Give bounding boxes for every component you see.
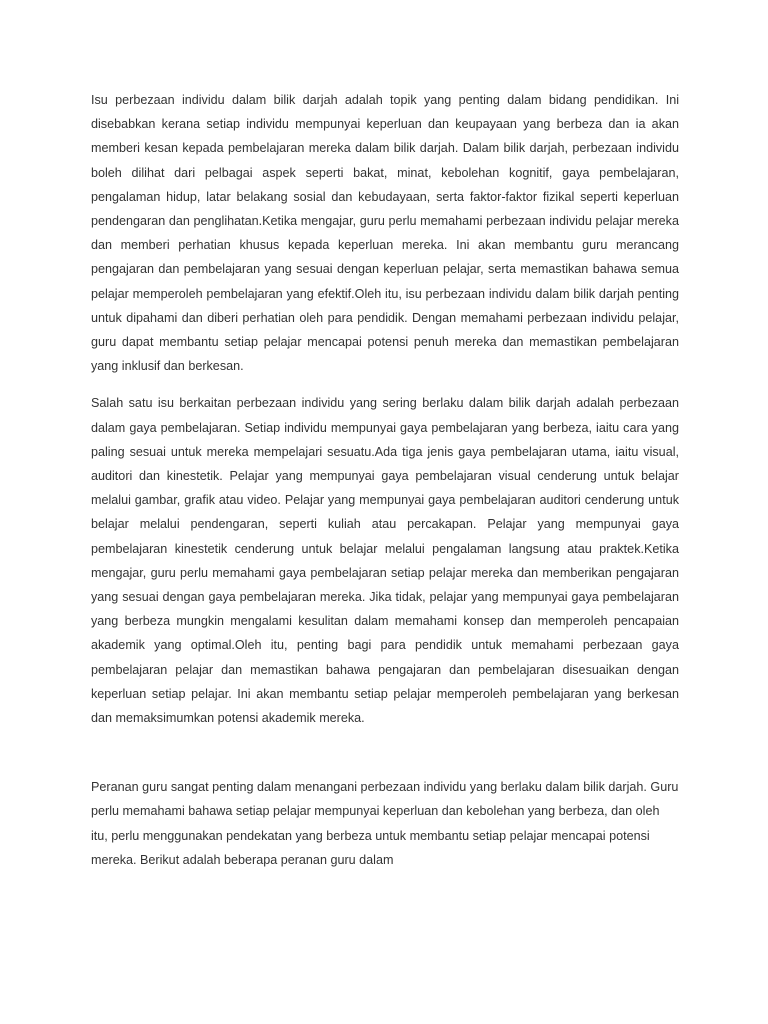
- document-body: [91, 88, 679, 872]
- paragraph-1: Isu perbezaan individu dalam bilik darjah adalah topik yang penting dalam bidang pendidikan. Ini disebabkan kerana setiap individu mempunyai keperluan dan keupayaan yang berbeza dan ia akan memberi kesan kepada pembelajaran mereka dalam bilik darjah. Dalam bilik darjah, perbezaan individu boleh dilihat dari pelbagai aspek seperti bakat, minat, kebolehan kognitif, gaya pembelajaran, pengalaman hidup, latar belakang sosial dan kebudayaan, serta faktor-faktor fizikal seperti keperluan pendengaran dan penglihatan.Ketika mengajar, guru perlu memahami perbezaan individu pelajar mereka dan memberi perhatian khusus kepada keperluan mereka. Ini akan membantu guru merancang pengajaran dan pembelajaran yang sesuai dengan keperluan pelajar, serta memastikan bahawa semua pelajar memperoleh pembelajaran yang efektif.Oleh itu, isu perbezaan individu dalam bilik darjah penting untuk dipahami dan diberi perhatian oleh para pendidik. Dengan memahami perbezaan individu pelajar, guru dapat membantu setiap pelajar mencapai potensi penuh mereka dan memastikan pembelajaran yang inklusif dan berkesan.: [91, 93, 679, 374]
- paragraph-3: Peranan guru sangat penting dalam menangani perbezaan individu yang berlaku dalam bilik darjah. Guru perlu memahami bahawa setiap pelajar mempunyai keperluan dan kebolehan yang berbeza, dan oleh itu, perlu menggunakan pendekatan yang berbeza untuk membantu setiap pelajar mencapai potensi mereka. Berikut adalah beberapa peranan guru dalam: [91, 780, 679, 867]
- paragraph-2: Salah satu isu berkaitan perbezaan individu yang sering berlaku dalam bilik darjah adalah perbezaan dalam gaya pembelajaran. Setiap individu mempunyai gaya pembelajaran yang berbeza, iaitu cara yang paling sesuai untuk mereka mempelajari sesuatu.Ada tiga jenis gaya pembelajaran utama, iaitu visual, auditori dan kinestetik. Pelajar yang mempunyai gaya pembelajaran visual cenderung untuk belajar melalui gambar, grafik atau video. Pelajar yang mempunyai gaya pembelajaran auditori cenderung untuk belajar melalui pendengaran, seperti kuliah atau percakapan. Pelajar yang mempunyai gaya pembelajaran kinestetik cenderung untuk belajar melalui pengalaman langsung atau praktek.Ketika mengajar, guru perlu memahami gaya pembelajaran setiap pelajar mereka dan memberikan pengajaran yang sesuai dengan gaya pembelajaran mereka. Jika tidak, pelajar yang mempunyai gaya pembelajaran yang berbeza mungkin mengalami kesulitan dalam memahami konsep dan memperoleh pencapaian akademik yang optimal.Oleh itu, penting bagi para pendidik untuk memahami perbezaan gaya pembelajaran pelajar dan memastikan bahawa pengajaran dan pembelajaran disesuaikan dengan keperluan setiap pelajar. Ini akan membantu setiap pelajar memperoleh pembelajaran yang berkesan dan memaksimumkan potensi akademik mereka.: [91, 396, 679, 726]
